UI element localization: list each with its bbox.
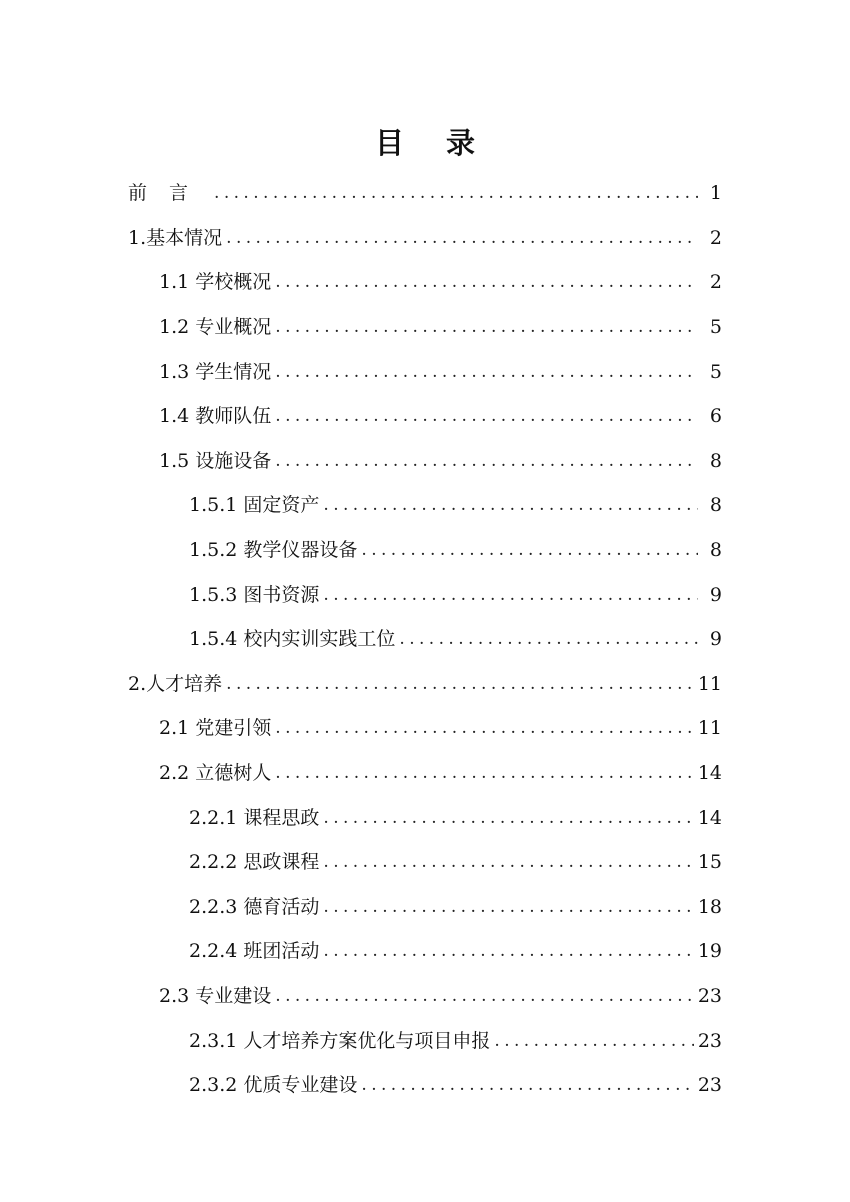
toc-entry[interactable] [0,260,850,305]
toc-leader-dots [275,984,694,1008]
toc-entry[interactable] [0,974,850,1019]
toc-entry-label: 1.5.1 固定资产 [189,494,320,517]
toc-entry[interactable] [0,216,850,261]
toc-entry-label: 1.5.2 教学仪器设备 [189,539,358,562]
toc-entry-label: 2.2.4 班团活动 [189,940,320,963]
toc-entry-page-number: 6 [709,405,722,428]
toc-leader-dots [275,360,698,384]
toc-entry-page-number: 14 [697,806,722,829]
toc-leader-dots [275,404,698,428]
toc-entry-page-number: 2 [709,271,722,294]
toc-entry-label: 1.1 学校概况 [159,271,272,294]
toc-leader-dots [323,493,698,517]
toc-entry[interactable] [0,572,850,617]
toc-entry-label: 1.2 专业概况 [159,316,272,339]
toc-entry-label: 前言 [128,182,211,205]
toc-leader-dots [361,538,698,562]
toc-title: 目录 [374,126,517,161]
toc-leader-dots [323,806,693,830]
toc-entry-page-number: 8 [709,494,722,517]
toc-leader-dots [275,761,694,785]
toc-entry-label: 1.基本情况 [128,226,223,249]
toc-entry[interactable] [0,885,850,930]
toc-entry-page-number: 11 [697,717,722,740]
toc-leader-dots [494,1029,693,1053]
toc-entry-page-number: 8 [709,539,722,562]
toc-entry[interactable] [0,662,850,707]
toc-leader-dots [323,583,698,607]
toc-entry[interactable] [0,483,850,528]
toc-leader-dots [226,672,694,696]
toc-entry-page-number: 23 [697,984,722,1007]
toc-entry-page-number: 14 [697,762,722,785]
toc-entry-label: 1.5.3 图书资源 [189,583,320,606]
toc-leader-dots [275,449,698,473]
toc-leader-dots [275,315,698,339]
toc-entry[interactable] [0,394,850,439]
toc-entry[interactable] [0,706,850,751]
toc-entry-label: 2.2 立德树人 [159,762,272,785]
toc-entry-label: 1.4 教师队伍 [159,405,272,428]
toc-entry-label: 2.2.1 课程思政 [189,806,320,829]
toc-entry[interactable] [0,1018,850,1063]
toc-entry-page-number: 18 [697,895,722,918]
toc-entry-page-number: 23 [697,1029,722,1052]
toc-entry-page-number: 9 [709,583,722,606]
toc-entry-page-number: 5 [709,360,722,383]
toc-entry[interactable] [0,305,850,350]
toc-entry-label: 2.1 党建引领 [159,717,272,740]
toc-entry-label: 1.3 学生情况 [159,360,272,383]
toc-entry-page-number: 9 [709,628,722,651]
toc-entry-label: 1.5 设施设备 [159,449,272,472]
toc-entry-label: 2.2.3 德育活动 [189,895,320,918]
toc-entry[interactable] [0,617,850,662]
toc-leader-dots [323,939,693,963]
toc-entry-label: 2.3.2 优质专业建设 [189,1074,358,1097]
toc-entry[interactable] [0,929,850,974]
toc-entry[interactable] [0,528,850,573]
toc-leader-dots [214,181,698,205]
toc-leader-dots [275,270,698,294]
toc-entry-page-number: 2 [709,226,722,249]
toc-leader-dots [323,850,693,874]
toc-entry-page-number: 5 [709,316,722,339]
toc-entry-label: 2.3 专业建设 [159,984,272,1007]
toc-entry[interactable] [0,349,850,394]
toc-entry[interactable] [0,751,850,796]
toc-list [0,171,850,1107]
toc-leader-dots [226,226,698,250]
toc-leader-dots [323,895,693,919]
toc-entry[interactable] [0,795,850,840]
toc-entry[interactable] [0,1063,850,1108]
toc-entry-label: 2.3.1 人才培养方案优化与项目申报 [189,1029,491,1052]
toc-entry-page-number: 8 [709,449,722,472]
toc-leader-dots [275,716,694,740]
toc-entry-page-number: 1 [709,182,722,205]
toc-entry[interactable] [0,439,850,484]
toc-leader-dots [399,627,698,651]
toc-entry-label: 2.2.2 思政课程 [189,851,320,874]
toc-entry[interactable] [0,840,850,885]
toc-entry-page-number: 15 [697,851,722,874]
toc-entry[interactable] [0,171,850,216]
toc-leader-dots [361,1073,693,1097]
toc-entry-page-number: 23 [697,1074,722,1097]
toc-entry-page-number: 11 [697,672,722,695]
toc-entry-label: 1.5.4 校内实训实践工位 [189,628,396,651]
toc-entry-label: 2.人才培养 [128,672,223,695]
toc-entry-page-number: 19 [697,940,722,963]
